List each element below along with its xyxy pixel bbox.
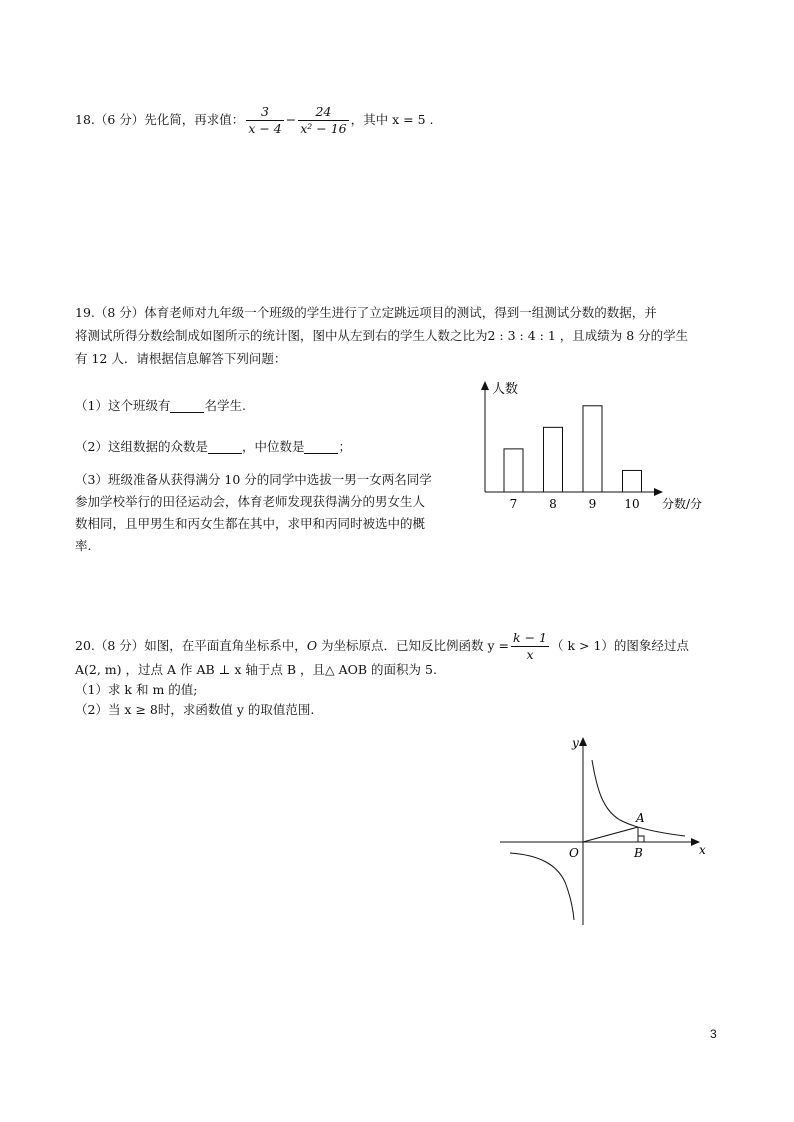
x-axis-arrow-icon	[654, 488, 663, 496]
q19-p1-tail: 名学生.	[204, 398, 246, 413]
q19-p2-tail: ；	[338, 439, 351, 454]
q18-prefix: 18.（6 分）先化简，再求值：	[75, 112, 245, 127]
q20-origin-symbol: O	[306, 638, 318, 653]
graph-y-label: y	[572, 736, 579, 750]
q19-p2-mid: ，中位数是	[241, 439, 305, 454]
point-a-label: A	[636, 811, 645, 825]
q20-text-c: 为坐标原点．已知反比例函数 y =	[317, 638, 510, 653]
q18-frac1-denominator: x − 4	[248, 121, 282, 136]
q19-p3-line-3: 数相同，且甲男生和丙女生都在其中，求甲和丙同时被选中的概	[75, 516, 426, 531]
q20-text-a: 20.（8 分）如图，在平面直角坐标系中，	[75, 638, 307, 653]
q19-p3-line-1: （3）班级准备从获得满分 10 分的同学中选拔一男一女两名同学	[75, 472, 432, 487]
q19-p3-line-2: 参加学校举行的田径运动会，体育老师发现获得满分的男女生人	[75, 494, 426, 509]
q18-minus: −	[285, 112, 297, 127]
q19-line-2: 将测试所得分数绘制成如图所示的统计图，图中从左到右的学生人数之比为2 : 3 : 4 : 1 ，且成绩为 8 分的学生	[75, 328, 689, 343]
bar-7	[504, 449, 523, 492]
graph-x-label: x	[699, 843, 706, 857]
q19-p2-blank-mode	[208, 439, 242, 454]
q19-part-1	[75, 396, 246, 416]
q18-frac2-numerator: 24	[298, 104, 348, 121]
chart-bars	[504, 406, 642, 492]
page-number: 3	[710, 1027, 717, 1041]
q20-line-3: （1）求 k 和 m 的值;	[75, 682, 198, 697]
tick-label-10: 10	[624, 497, 640, 511]
q20-text-d: （ k > 1）的图象经过点	[550, 638, 689, 653]
q19-line-3: 有 12 人．请根据信息解答下列问题：	[75, 351, 287, 366]
q20-line-2: A(2, m) ，过点 A 作 AB ⊥ x 轴于点 B ，且△ AOB 的面积为 5.	[75, 662, 437, 677]
tick-label-8: 8	[549, 497, 557, 511]
graph-origin-label: O	[569, 846, 579, 860]
q18-suffix: ，其中 x = 5 .	[350, 112, 434, 127]
bar-8	[544, 427, 563, 492]
q19-p1-text: （1）这个班级有	[75, 398, 171, 413]
q19-p3-line-4: 率.	[75, 538, 92, 553]
q18-frac1-numerator: 3	[246, 104, 283, 121]
question-18	[75, 104, 433, 137]
tick-label-7: 7	[509, 497, 518, 511]
q19-part-2	[75, 437, 351, 457]
q19-p2-text: （2）这组数据的众数是	[75, 439, 208, 454]
y-axis-label: 人数	[492, 382, 519, 397]
y-axis-arrow-icon	[481, 381, 489, 390]
q19-line-1: 19.（8 分）体育老师对九年级一个班级的学生进行了立定跳远项目的测试，得到一组测试分数的数据，并	[75, 305, 657, 320]
q18-fraction-2	[298, 104, 348, 137]
tick-label-9: 9	[588, 497, 597, 511]
x-axis-label: 分数/分	[662, 497, 703, 511]
point-b-label: B	[634, 846, 643, 860]
q20-line-1	[75, 630, 689, 663]
right-angle-mark-icon	[638, 836, 644, 842]
q20-frac-numerator: k − 1	[513, 630, 547, 645]
q19-p1-blank	[170, 398, 204, 413]
q19-bar-chart	[470, 375, 720, 525]
bar-10	[623, 470, 642, 492]
q20-frac-denominator: x	[526, 647, 534, 662]
q18-frac2-denominator: x² − 16	[300, 121, 347, 136]
q19-p2-blank-median	[304, 439, 338, 454]
graph-y-arrow-icon	[579, 737, 587, 746]
segment-oa	[583, 827, 638, 842]
q20-line-4: （2）当 x ≥ 8时，求函数值 y 的取值范围.	[75, 702, 315, 717]
hyperbola-branch-q3	[510, 853, 574, 920]
q20-fraction	[511, 630, 549, 663]
q18-fraction-1	[246, 104, 283, 137]
chart-tick-labels	[510, 497, 640, 511]
bar-9	[583, 406, 602, 492]
q20-coordinate-graph	[495, 730, 715, 930]
